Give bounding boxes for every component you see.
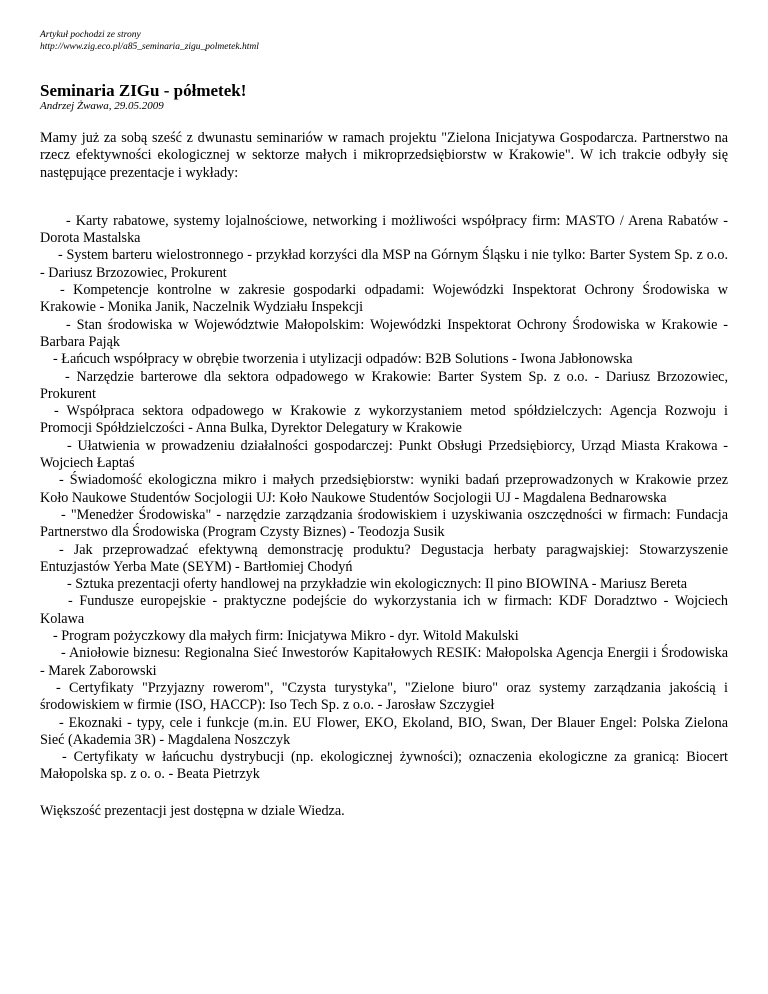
source-url: http://www.zig.eco.pl/a85_seminaria_zigu_polmetek.html	[40, 42, 259, 52]
article-intro: Mamy już za sobą sześć z dwunastu seminariów w ramach projektu "Zielona Inicjatywa Gospodarcza. Partnerstwo na rzecz efektywności ekologicznej w sektorze małych i mikroprzedsiębiorstw w Krakowie". W ich trakcie odbyły się następujące prezentacje i wykłady:	[40, 130, 728, 181]
presentation-list	[40, 213, 728, 784]
list-item: - "Menedżer Środowiska" - narzędzie zarządzania środowiskiem i uzyskiwania oszczędności w firmach: Fundacja Partnerstwo dla Środowiska (Program Czysty Biznes) - Teodozja Susik	[40, 506, 728, 541]
list-item: - Współpraca sektora odpadowego w Krakowie z wykorzystaniem metod spółdzielczych: Agencja Rozwoju i Promocji Spółdzielczości - Anna Bulka, Dyrektor Delegatury w Krakowie	[40, 403, 728, 437]
list-item: - Certyfikaty w łańcuchu dystrybucji (np. ekologicznej żywności); oznaczenia ekologiczne za granicą: Biocert Małopolska sp. z o. o. - Beata Pietrzyk	[40, 749, 728, 783]
list-item: - Karty rabatowe, systemy lojalnościowe, networking i możliwości współpracy firm: MASTO / Arena Rabatów - Dorota Mastalska	[40, 212, 728, 247]
article-outro: Większość prezentacji jest dostępna w dziale Wiedza.	[40, 802, 345, 819]
list-item: - System barteru wielostronnego - przykład korzyści dla MSP na Górnym Śląsku i nie tylko: Barter System Sp. z o.o. - Dariusz Brzozowiec, Prokurent	[40, 247, 728, 281]
list-item: - Jak przeprowadzać efektywną demonstrację produktu? Degustacja herbaty paragwajskiej: Stowarzyszenie Entuzjastów Yerba Mate (SEYM) - Bartłomiej Chodyń	[40, 541, 728, 575]
document-page	[40, 29, 728, 820]
list-item: - Świadomość ekologiczna mikro i małych przedsiębiorstw: wyniki badań przeprowadzonych w Krakowie przez Koło Naukowe Studentów Socjologii UJ: Koło Naukowe Studentów Socjologii UJ - Magdalena Bednarowska	[40, 472, 728, 506]
list-item: - Fundusze europejskie - praktyczne podejście do wykorzystania ich w firmach: KDF Doradztwo - Wojciech Kolawa	[40, 593, 728, 627]
list-item: - Narzędzie barterowe dla sektora odpadowego w Krakowie: Barter System Sp. z o.o. - Dariusz Brzozowiec, Prokurent	[40, 368, 728, 402]
list-item: - Sztuka prezentacji oferty handlowej na przykładzie win ekologicznych: Il pino BIOWINA - Mariusz Bereta	[67, 576, 688, 593]
list-item: - Aniołowie biznesu: Regionalna Sieć Inwestorów Kapitałowych RESIK: Małopolska Agencja Energii i Środowiska - Marek Zaborowski	[40, 645, 728, 679]
list-item: - Stan środowiska w Województwie Małopolskim: Wojewódzki Inspektorat Ochrony Środowiska w Krakowie - Barbara Pająk	[40, 316, 728, 350]
article-byline: Andrzej Żwawa, 29.05.2009	[40, 100, 164, 112]
article-title: Seminaria ZIGu - półmetek!	[40, 81, 247, 100]
list-item: - Certyfikaty "Przyjazny rowerom", "Czysta turystyka", "Zielone biuro" oraz systemy zarządzania jakością i środowiskiem w firmie (ISO, HACCP): Iso Tech Sp. z o.o. - Jarosław Szczygieł	[40, 679, 728, 714]
list-item: - Kompetencje kontrolne w zakresie gospodarki odpadami: Wojewódzki Inspektorat Ochrony Środowiska w Krakowie - Monika Janik, Naczelnik Wydziału Inspekcji	[40, 282, 728, 316]
source-note	[40, 29, 728, 53]
source-label: Artykuł pochodzi ze strony	[40, 30, 141, 40]
list-item: - Ułatwienia w prowadzeniu działalności gospodarczej: Punkt Obsługi Przedsiębiorcy, Urząd Miasta Krakowa - Wojciech Łaptaś	[40, 437, 728, 472]
list-item: - Ekoznaki - typy, cele i funkcje (m.in. EU Flower, EKO, Ekoland, BIO, Swan, Der Blauer Engel: Polska Zielona Sieć (Akademia 3R) - Magdalena Noszczyk	[40, 714, 728, 748]
list-item: - Program pożyczkowy dla małych firm: Inicjatywa Mikro - dyr. Witold Makulski	[53, 628, 519, 645]
list-item: - Łańcuch współpracy w obrębie tworzenia i utylizacji odpadów: B2B Solutions - Iwona Jabłonowska	[53, 351, 633, 368]
